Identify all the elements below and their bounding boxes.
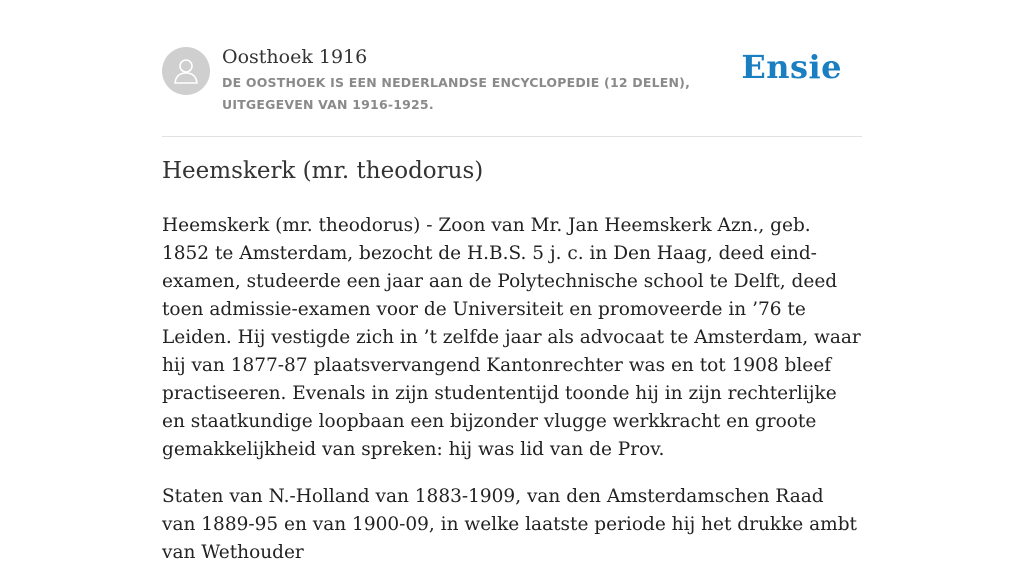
avatar[interactable] [162,47,210,95]
article-title: Heemskerk (mr. theodorus) [162,158,484,184]
source-description: DE OOSTHOEK IS EEN NEDERLANDSE ENCYCLOPEDIE (12 DELEN), UITGEGEVEN VAN 1916-1925. [222,75,691,112]
source-name[interactable]: Oosthoek 1916 [222,46,368,68]
ensie-logo[interactable]: Ensie [741,48,842,86]
source-header [162,0,862,137]
article-paragraph: Heemskerk (mr. theodorus) - Zoon van Mr. Jan Heemskerk Azn., geb. 1852 te Amsterdam, bezocht de H.B.S. 5 j. c. in Den Haag, deed eind-examen, studeerde een jaar aan de Polytechnische school te Delft, deed toen admissie-examen voor de Universiteit en promoveerde in ’76 te Leiden. Hij vestigde zich in ’t zelfde jaar als advocaat te Amsterdam, waar hij van 1877-87 plaatsvervangend Kantonrechter was en tot 1908 bleef practiseeren. Evenals in zijn studententijd toonde hij in zijn rechterlijke en staatkundige loopbaan een bijzonder vlugge werkkracht en groote gemakkelijkheid van spreken: hij was lid van de Prov. [162,215,861,460]
article-body [162,212,862,586]
article-paragraph: Staten van N.-Holland van 1883-1909, van den Amsterdamschen Raad van 1889-95 en van 1900-09, in welke laatste periode hij het drukke ambt van Wethouder [162,486,857,563]
page-content [162,0,862,563]
user-icon [171,56,201,86]
